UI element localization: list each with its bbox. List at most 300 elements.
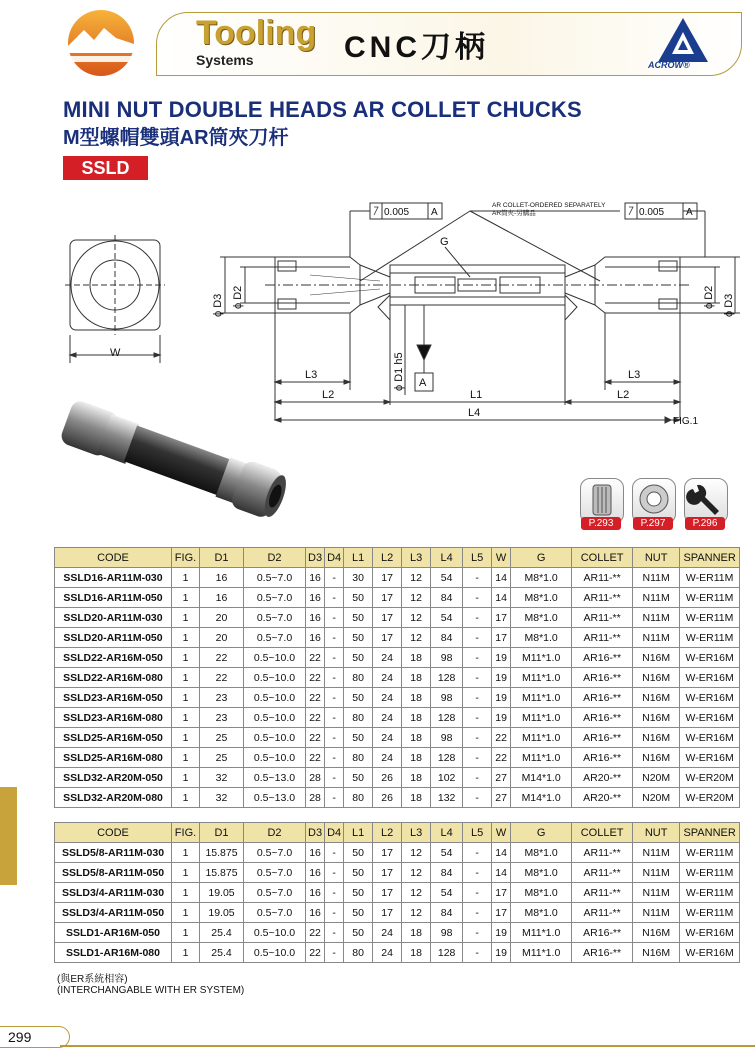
side-view [265,257,690,320]
table-cell: W-ER16M [680,688,740,708]
table-cell: M11*1.0 [511,708,572,728]
column-header-collet: COLLET [572,548,633,568]
table-cell: 0.5~7.0 [244,843,306,863]
table-cell: M11*1.0 [511,668,572,688]
table-cell: 50 [344,608,373,628]
table-cell: 24 [373,943,402,963]
table-cell: 26 [373,788,402,808]
table-cell: - [325,943,344,963]
table-cell: 54 [431,843,463,863]
section-tab [0,787,17,885]
table-cell: N16M [633,708,680,728]
note-en: (INTERCHANGABLE WITH ER SYSTEM) [57,985,245,996]
table-cell: 1 [172,923,200,943]
table-cell: 16 [200,568,244,588]
table-cell: 80 [344,943,373,963]
table-cell: 1 [172,768,200,788]
table-cell: - [463,748,492,768]
datum-right: A [686,207,693,218]
table-cell: AR11-** [572,588,633,608]
table-cell: 18 [402,728,431,748]
table-cell: - [463,648,492,668]
table-cell: 0.5~7.0 [244,568,306,588]
tol-left-value: 0.005 [384,207,410,218]
table-cell: 16 [306,863,325,883]
brand-subtitle: Systems [196,52,254,68]
column-header-l1: L1 [344,823,373,843]
table-cell: AR16-** [572,728,633,748]
table-row [55,608,740,628]
table-cell: 27 [492,768,511,788]
table-cell: 17 [492,903,511,923]
label-l2-right: L2 [617,389,630,401]
table-cell: N20M [633,788,680,808]
label-d2-right: ϕ D2 [703,285,715,309]
table-cell: 27 [492,788,511,808]
table-cell: 19 [492,688,511,708]
table-cell: 20 [200,628,244,648]
table-header-row [55,548,740,568]
table-cell: - [463,728,492,748]
table-cell: - [325,843,344,863]
table-cell: M8*1.0 [511,843,572,863]
table-cell: 22 [492,748,511,768]
table-cell: 16 [306,843,325,863]
table-cell: - [463,768,492,788]
table-cell: 16 [306,608,325,628]
product-code: SSLD16-AR11M-030 [55,568,172,588]
note-zh: (與ER系統相容) [57,974,128,985]
table-cell: 0.5~13.0 [244,768,306,788]
table-cell: - [325,788,344,808]
product-code: SSLD25-AR16M-080 [55,748,172,768]
table-cell: 17 [373,628,402,648]
table-cell: W-ER11M [680,608,740,628]
product-code: SSLD23-AR16M-080 [55,708,172,728]
table-cell: N11M [633,843,680,863]
table-cell: 17 [373,588,402,608]
table-cell: 0.5~10.0 [244,688,306,708]
table-cell: AR16-** [572,688,633,708]
table-cell: W-ER11M [680,883,740,903]
category-title: CNC刀柄 [344,31,489,64]
table-cell: W-ER16M [680,943,740,963]
table-cell: 1 [172,748,200,768]
table-cell: - [463,943,492,963]
table-cell: AR11-** [572,863,633,883]
table-cell: AR11-** [572,883,633,903]
table-cell: 12 [402,608,431,628]
table-cell: 0.5~7.0 [244,903,306,923]
table-cell: M11*1.0 [511,728,572,748]
table-cell: 15.875 [200,843,244,863]
column-header-d2: D2 [244,548,306,568]
table-cell: 0.5~10.0 [244,668,306,688]
table-cell: N11M [633,863,680,883]
table-cell: - [325,688,344,708]
table-cell: N16M [633,668,680,688]
table-cell: 54 [431,883,463,903]
table-cell: W-ER11M [680,843,740,863]
table-cell: 17 [373,843,402,863]
table-cell: 18 [402,768,431,788]
table-cell: 12 [402,903,431,923]
table-cell: 128 [431,708,463,728]
table-row [55,768,740,788]
label-l3-right: L3 [628,369,641,381]
table-row [55,863,740,883]
table-cell: 84 [431,628,463,648]
table-cell: AR16-** [572,748,633,768]
table-cell: 17 [373,568,402,588]
tolerance-frame-right [625,203,705,257]
table-cell: W-ER16M [680,923,740,943]
table-cell: 32 [200,788,244,808]
table-cell: N11M [633,628,680,648]
table-cell: 14 [492,588,511,608]
table-cell: 50 [344,843,373,863]
table-cell: W-ER20M [680,788,740,808]
label-g: G [440,236,449,248]
spec-table-metric [54,547,740,808]
table-cell: 26 [373,768,402,788]
table-cell: 1 [172,588,200,608]
table-cell: 22 [200,668,244,688]
table-cell: N11M [633,568,680,588]
brand-logo-icon [66,8,136,78]
table-cell: 16 [306,628,325,648]
column-header-d2: D2 [244,823,306,843]
table-cell: 0.5~13.0 [244,788,306,808]
table-cell: W-ER11M [680,588,740,608]
table-cell: 22 [306,923,325,943]
table-cell: W-ER16M [680,728,740,748]
table-cell: 19.05 [200,903,244,923]
table-cell: M8*1.0 [511,628,572,648]
table-cell: W-ER16M [680,748,740,768]
table-cell: 15.875 [200,863,244,883]
table-row [55,708,740,728]
product-code: SSLD1-AR16M-080 [55,943,172,963]
table-cell: 28 [306,788,325,808]
table-cell: - [463,668,492,688]
table-cell: 19 [492,648,511,668]
table-cell: 18 [402,923,431,943]
label-d2-left: ϕ D2 [232,285,244,309]
table-cell: 19 [492,708,511,728]
column-header-nut: NUT [633,548,680,568]
column-header-l4: L4 [431,823,463,843]
table-cell: N11M [633,608,680,628]
datum-left: A [431,207,438,218]
ref-label-spanner[interactable]: P.296 [685,517,725,530]
table-cell: 98 [431,688,463,708]
brand-name: Tooling [196,14,317,52]
label-l4: L4 [468,407,481,419]
product-code: SSLD3/4-AR11M-050 [55,903,172,923]
table-cell: AR16-** [572,943,633,963]
table-cell: 14 [492,568,511,588]
tol-right-value: 0.005 [639,207,665,218]
table-cell: 18 [402,668,431,688]
table-cell: 1 [172,788,200,808]
table-cell: 0.5~10.0 [244,748,306,768]
table-cell: - [463,588,492,608]
table-cell: 17 [492,628,511,648]
column-header-l4: L4 [431,548,463,568]
column-header-d3: D3 [306,548,325,568]
table-cell: M11*1.0 [511,688,572,708]
table-cell: 50 [344,768,373,788]
table-cell: M8*1.0 [511,608,572,628]
table-cell: AR11-** [572,608,633,628]
table-cell: N16M [633,923,680,943]
table-cell: - [463,708,492,728]
table-cell: - [463,883,492,903]
table-cell: 18 [402,688,431,708]
table-cell: - [463,788,492,808]
table-cell: - [325,728,344,748]
table-cell: 1 [172,843,200,863]
table-cell: 24 [373,688,402,708]
table-cell: 16 [306,568,325,588]
table-cell: 128 [431,748,463,768]
product-code: SSLD20-AR11M-050 [55,628,172,648]
table-cell: 25 [200,748,244,768]
table-cell: 28 [306,768,325,788]
column-header-l3: L3 [402,823,431,843]
table-cell: 0.5~10.0 [244,728,306,748]
column-header-d4: D4 [325,548,344,568]
table-cell: W-ER11M [680,863,740,883]
table-cell: 22 [306,648,325,668]
table-row [55,788,740,808]
table-cell: 1 [172,628,200,648]
column-header-d1: D1 [200,823,244,843]
table-cell: 50 [344,883,373,903]
product-code: SSLD23-AR16M-050 [55,688,172,708]
table-cell: AR20-** [572,768,633,788]
table-cell: 25 [200,728,244,748]
table-cell: N11M [633,588,680,608]
table-cell: - [325,648,344,668]
table-cell: 24 [373,708,402,728]
table-cell: 12 [402,568,431,588]
table-cell: AR16-** [572,668,633,688]
table-cell: W-ER16M [680,648,740,668]
table-cell: 1 [172,883,200,903]
table-cell: 17 [373,608,402,628]
label-l3-left: L3 [305,369,318,381]
table-cell: 22 [306,688,325,708]
table-cell: 18 [402,708,431,728]
table-cell: - [325,628,344,648]
table-cell: W-ER11M [680,628,740,648]
table-cell: 23 [200,688,244,708]
table-cell: 24 [373,648,402,668]
product-code: SSLD1-AR16M-050 [55,923,172,943]
table-cell: AR11-** [572,568,633,588]
table-cell: 128 [431,668,463,688]
table-cell: 54 [431,568,463,588]
column-header-g: G [511,548,572,568]
table-cell: 32 [200,768,244,788]
table-row [55,628,740,648]
table-cell: AR20-** [572,788,633,808]
table-cell: W-ER11M [680,903,740,923]
table-cell: 30 [344,568,373,588]
table-cell: - [463,688,492,708]
table-row [55,688,740,708]
table-cell: 0.5~10.0 [244,923,306,943]
column-header-code: CODE [55,823,172,843]
column-header-code: CODE [55,548,172,568]
table-row [55,588,740,608]
table-cell: 1 [172,608,200,628]
table-cell: 54 [431,608,463,628]
table-cell: 19.05 [200,883,244,903]
table-cell: 80 [344,748,373,768]
table-cell: 1 [172,668,200,688]
table-cell: 14 [492,863,511,883]
table-cell: 18 [402,648,431,668]
product-code: SSLD5/8-AR11M-050 [55,863,172,883]
table-row [55,943,740,963]
table-cell: W-ER16M [680,668,740,688]
table-row [55,843,740,863]
table-cell: 24 [373,748,402,768]
table-cell: - [463,628,492,648]
table-cell: 22 [492,728,511,748]
table-cell: 18 [402,943,431,963]
table-cell: 80 [344,708,373,728]
table-cell: - [325,588,344,608]
table-cell: 1 [172,903,200,923]
maker-name: ACROW® [648,60,690,70]
datum-a: A [419,377,427,389]
table-cell: - [325,668,344,688]
table-row [55,923,740,943]
product-code: SSLD32-AR20M-080 [55,788,172,808]
collet-note-zh: AR筒夾-另購品 [492,210,536,217]
table-cell: 14 [492,843,511,863]
table-cell: 50 [344,903,373,923]
table-row [55,568,740,588]
column-header-d1: D1 [200,548,244,568]
table-cell: W-ER20M [680,768,740,788]
column-header-fig: FIG. [172,823,200,843]
table-cell: 0.5~7.0 [244,588,306,608]
table-cell: N11M [633,903,680,923]
column-header-d3: D3 [306,823,325,843]
table-cell: 84 [431,863,463,883]
column-header-d4: D4 [325,823,344,843]
table-cell: 22 [306,708,325,728]
table-cell: 17 [373,863,402,883]
table-row [55,903,740,923]
product-code: SSLD22-AR16M-050 [55,648,172,668]
table-cell: M8*1.0 [511,568,572,588]
series-badge: SSLD [63,156,148,180]
table-cell: 1 [172,648,200,668]
fig-label: FIG.1 [673,416,699,427]
table-cell: 16 [306,903,325,923]
table-cell: 0.5~10.0 [244,648,306,668]
footer-rule [60,1045,755,1047]
table-cell: - [325,903,344,923]
table-cell: M8*1.0 [511,588,572,608]
table-cell: 0.5~7.0 [244,628,306,648]
table-cell: N16M [633,748,680,768]
table-cell: - [463,608,492,628]
table-cell: 22 [200,648,244,668]
label-w: W [110,347,121,359]
table-row [55,648,740,668]
product-code: SSLD20-AR11M-030 [55,608,172,628]
table-cell: 22 [306,668,325,688]
table-cell: 17 [492,608,511,628]
table-cell: 50 [344,628,373,648]
table-cell: 98 [431,648,463,668]
table-cell: M11*1.0 [511,923,572,943]
column-header-spanner: SPANNER [680,548,740,568]
column-header-nut: NUT [633,823,680,843]
column-header-collet: COLLET [572,823,633,843]
ref-label-nut[interactable]: P.297 [633,517,673,530]
table-cell: 12 [402,843,431,863]
table-cell: 50 [344,588,373,608]
table-row [55,728,740,748]
table-row [55,883,740,903]
product-code: SSLD25-AR16M-050 [55,728,172,748]
column-header-l5: L5 [463,548,492,568]
table-cell: 0.5~7.0 [244,863,306,883]
table-cell: 19 [492,923,511,943]
table-cell: - [463,903,492,923]
table-cell: 84 [431,588,463,608]
table-cell: 19 [492,943,511,963]
table-cell: 23 [200,708,244,728]
table-cell: - [463,923,492,943]
label-d3-right: ϕ D3 [723,293,735,317]
table-cell: 18 [402,748,431,768]
table-cell: - [325,608,344,628]
ref-label-collet[interactable]: P.293 [581,517,621,530]
table-cell: - [463,863,492,883]
table-cell: 24 [373,923,402,943]
table-cell: 22 [306,748,325,768]
table-cell: AR11-** [572,843,633,863]
table-cell: 17 [373,883,402,903]
table-cell: 17 [492,883,511,903]
table-cell: N16M [633,728,680,748]
table-cell: 22 [306,728,325,748]
product-title-zh: M型螺帽雙頭AR筒夾刀杆 [63,127,289,149]
table-cell: AR11-** [572,903,633,923]
table-cell: N16M [633,943,680,963]
label-l1: L1 [470,389,483,401]
table-cell: 98 [431,728,463,748]
table-cell: M14*1.0 [511,788,572,808]
column-header-w: W [492,823,511,843]
table-cell: 16 [200,588,244,608]
table-cell: 80 [344,668,373,688]
product-code: SSLD3/4-AR11M-030 [55,883,172,903]
table-cell: 0.5~7.0 [244,608,306,628]
table-cell: - [325,748,344,768]
table-cell: 19 [492,668,511,688]
table-cell: AR11-** [572,628,633,648]
